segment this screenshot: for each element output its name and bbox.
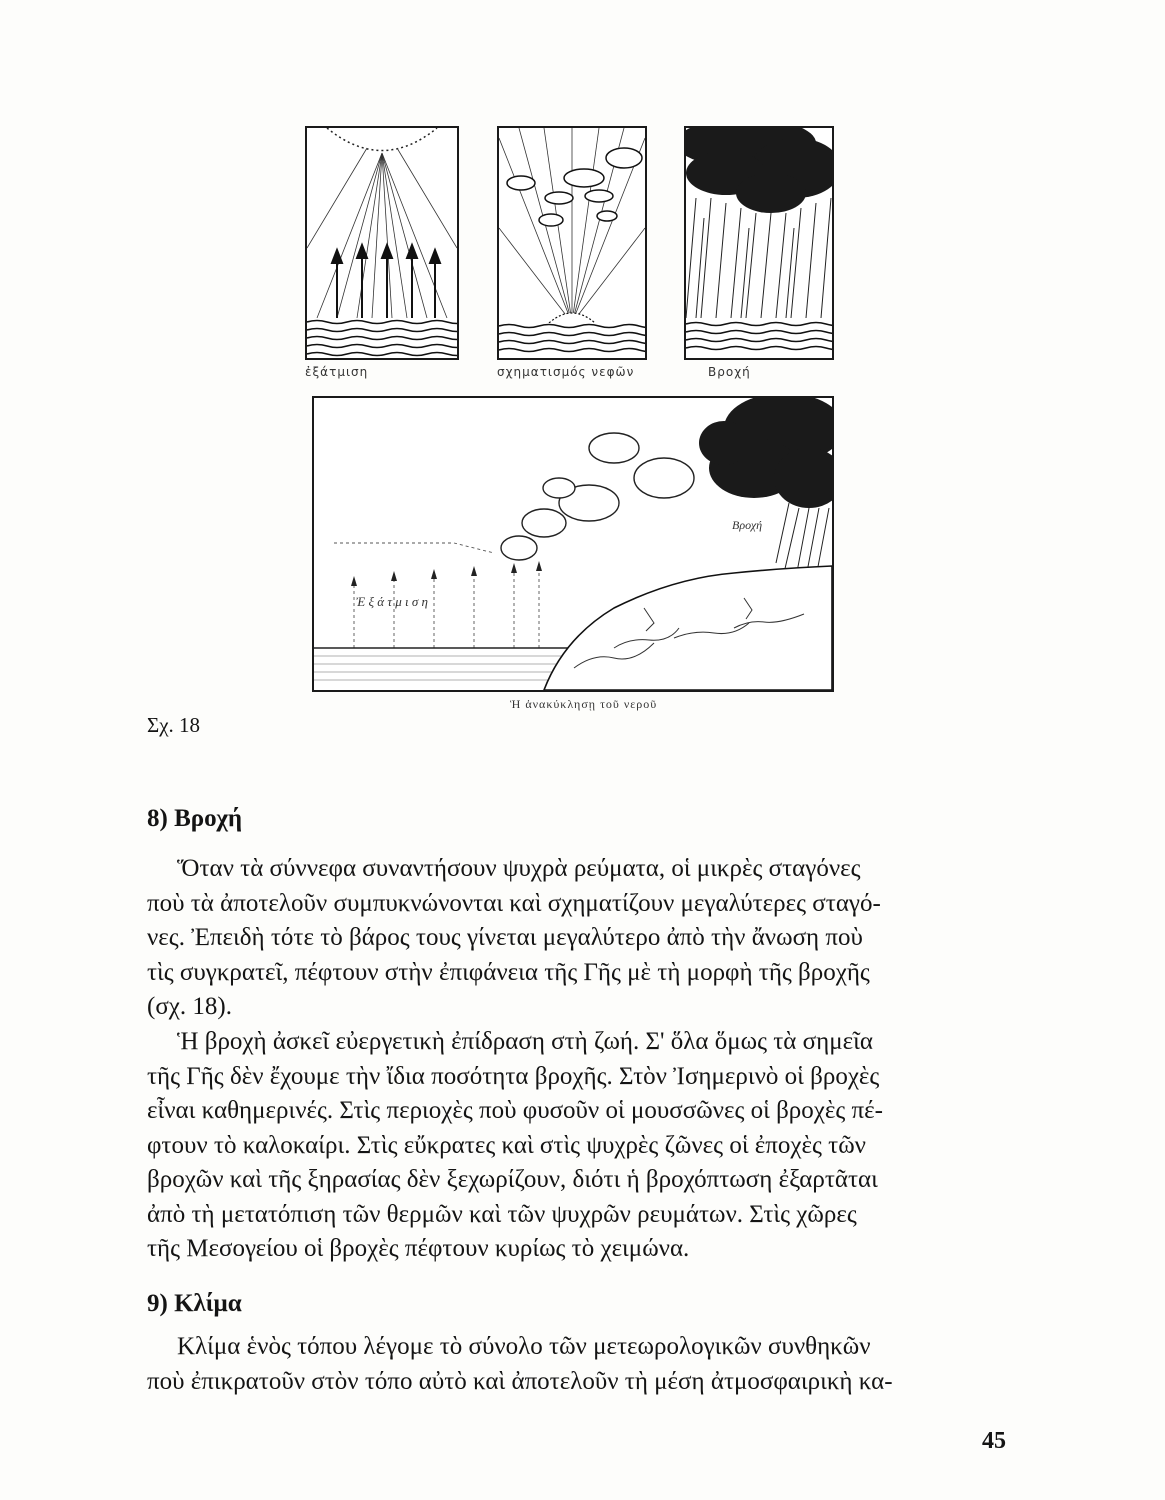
text-line: τῆς Μεσογείου οἱ βροχὲς πέφτουν κυρίως τὸ χειμώνα. — [147, 1235, 690, 1262]
large-panel-evaporation-label: Ἐ ξ ά τ μ ι σ η — [356, 594, 429, 609]
figure-label: Σχ. 18 — [147, 713, 201, 737]
text-line: νες. Ἐπειδὴ τότε τὸ βάρος τους γίνεται μεγαλύτερο ἀπὸ τὴν ἄνωση ποὺ — [147, 924, 863, 951]
evaporation-caption: ἐξάτμιση — [305, 365, 369, 379]
section-heading-rain: 8) Βροχή — [147, 805, 243, 832]
cloud-formation-caption: σχηματισμός νεφῶν — [497, 365, 635, 379]
rain-paragraph-2 — [147, 1025, 1013, 1267]
large-panel-rain-label: Βροχή — [732, 518, 763, 532]
climate-paragraph-1 — [147, 1330, 1013, 1399]
text-line: ποὺ ἐπικρατοῦν στὸν τόπο αὐτὸ καὶ ἀποτελοῦν τὴ μέση ἀτμοσφαιρικὴ κα- — [147, 1367, 893, 1395]
text-line: τῆς Γῆς δὲν ἔχουμε τὴν ἴδια ποσότητα βροχῆς. Στὸν Ἰσημερινὸ οἱ βροχὲς — [147, 1062, 880, 1090]
text-line: ἀπὸ τὴ μετατόπιση τῶν θερμῶν καὶ τῶν ψυχρῶν ρευμάτων. Στὶς χῶρες — [147, 1200, 857, 1228]
text-line: Ὅταν τὰ σύννεφα συναντήσουν ψυχρὰ ρεύματα, οἱ μικρὲς σταγόνες — [177, 855, 861, 882]
text-line: (σχ. 18). — [147, 993, 232, 1020]
page-number: 45 — [982, 1428, 1006, 1454]
text-line: τὶς συγκρατεῖ, πέφτουν στὴν ἐπιφάνεια τῆς Γῆς μὲ τὴ μορφὴ τῆς βροχῆς — [147, 958, 870, 986]
rain-panel — [684, 126, 834, 360]
rain-caption: Βροχή — [708, 365, 751, 379]
text-line: ποὺ τὰ ἀποτελοῦν συμπυκνώνονται καὶ σχηματίζουν μεγαλύτερες σταγό- — [147, 889, 881, 917]
text-line: βροχῶν καὶ τῆς ξηρασίας δὲν ξεχωρίζουν, διότι ἡ βροχόπτωση ἐξαρτᾶται — [147, 1166, 878, 1193]
water-cycle-panel — [312, 396, 834, 692]
text-line: Ἡ βροχὴ ἀσκεῖ εὐεργετικὴ ἐπίδραση στὴ ζωή. Σ' ὅλα ὅμως τὰ σημεῖα — [177, 1028, 873, 1055]
cloud-formation-panel — [497, 126, 647, 360]
text-line: φτουν τὸ καλοκαίρι. Στὶς εὔκρατες καὶ στὶς ψυχρὲς ζῶνες οἱ ἐποχὲς τῶν — [147, 1131, 866, 1159]
figure-caption: Ἡ ἀνακύκλησῃ τοῦ νεροῦ — [510, 697, 658, 711]
text-line: εἶναι καθημερινές. Στὶς περιοχὲς ποὺ φυσοῦν οἱ μουσσῶνες οἱ βροχὲς πέ- — [147, 1097, 883, 1124]
text-line: Κλίμα ἑνὸς τόπου λέγομε τὸ σύνολο τῶν μετεωρολογικῶν συνθηκῶν — [177, 1333, 871, 1360]
section-heading-climate: 9) Κλίμα — [147, 1290, 242, 1317]
evaporation-panel — [305, 126, 459, 360]
rain-paragraph-1 — [147, 852, 1013, 1025]
